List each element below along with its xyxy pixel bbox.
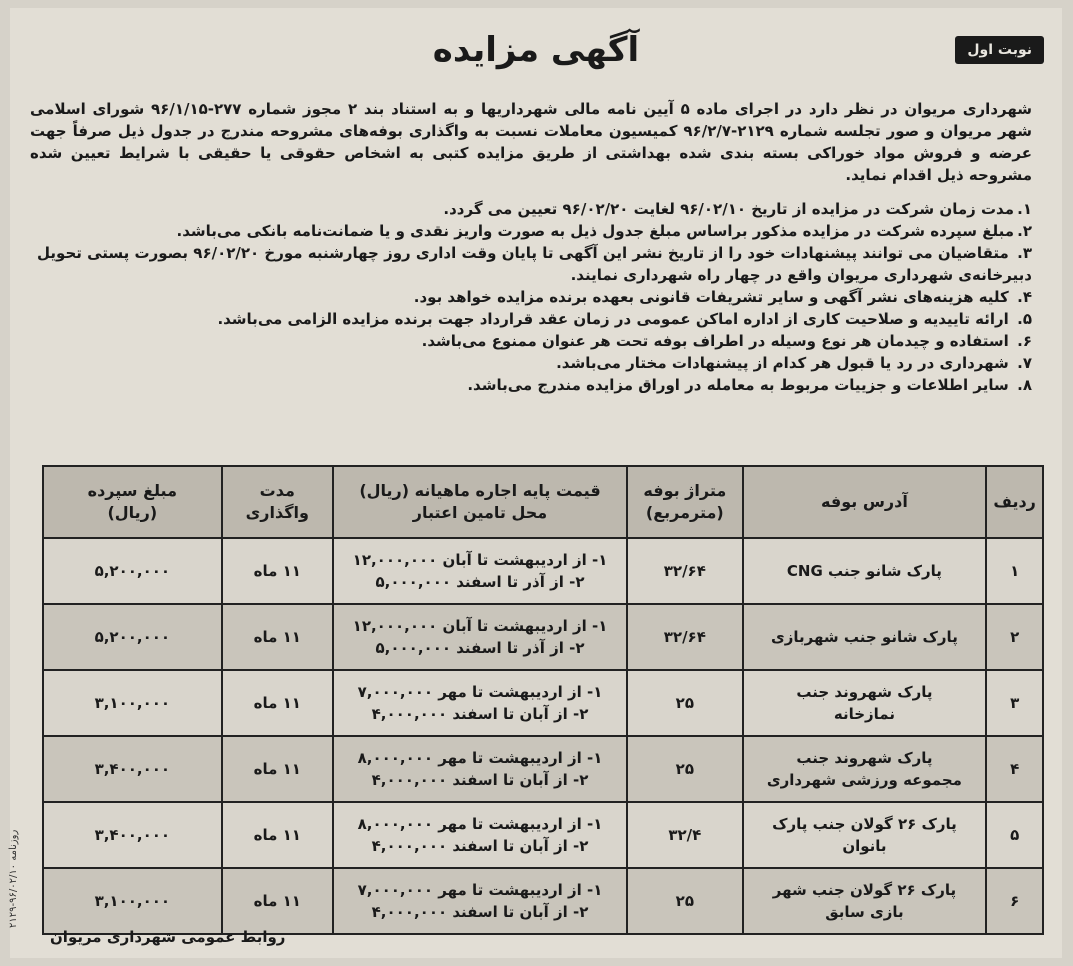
header-price [333,466,627,538]
cell-duration: ۱۱ ماه [222,868,333,934]
cell-row-number: ۲ [986,604,1043,670]
term-item [30,198,1032,220]
price-line1: ۱- از اردیبهشت تا مهر ۷,۰۰۰,۰۰۰ [357,683,603,701]
term-text: کلیه هزینه‌های نشر آگهی و سایر تشریفات قانونی بعهده برنده مزایده خواهد بود. [413,288,1014,306]
term-text: مذکور براساس مبلغ جدول ذیل به صورت واریز نقدی و یا ضمانت‌نامه بانکی می‌باشد. [176,222,803,240]
term-number: ۱. [1017,200,1032,218]
term-number: ۳. [1017,244,1032,262]
term-item [30,242,1032,286]
cell-duration: ۱۱ ماه [222,604,333,670]
header-duration-line2: واگذاری [245,503,309,522]
term-text: استفاده و چیدمان هر نوع وسیله در اطراف بوفه تحت هر عنوان ممنوع می‌باشد. [421,332,1014,350]
cell-area: ۳۲/۴ [627,802,743,868]
cell-area: ۲۵ [627,670,743,736]
cell-price [333,538,627,604]
table-row [43,802,1043,868]
cell-duration: ۱۱ ماه [222,736,333,802]
header-area [627,466,743,538]
table-row [43,736,1043,802]
price-line1: ۱- از اردیبهشت تا مهر ۷,۰۰۰,۰۰۰ [357,881,603,899]
header-price-line1: قیمت پایه اجاره ماهیانه (ریال) [359,481,601,500]
notice-page [10,8,1062,958]
price-line2: ۲- از آبان تا اسفند ۴,۰۰۰,۰۰۰ [371,837,589,855]
address-line2: بازی سابق [825,903,904,921]
cell-area: ۲۵ [627,868,743,934]
issue-badge: نوبت اول [955,36,1044,64]
term-number: ۷. [1017,354,1032,372]
term-number: ۶. [1017,332,1032,350]
cell-duration: ۱۱ ماه [222,670,333,736]
header-row-number: ردیف [986,466,1043,538]
header-area-line2: (مترمربع) [645,503,724,522]
term-number: ۴. [1017,288,1032,306]
table-row [43,670,1043,736]
table-row [43,604,1043,670]
cell-duration: ۱۱ ماه [222,538,333,604]
cell-area: ۳۲/۶۴ [627,538,743,604]
address-line1: پارک شهروند جنب [796,683,933,701]
term-heading: مدت زمان شرکت در مزایده [811,200,1014,218]
intro-paragraph [30,98,1032,186]
table-header-row [43,466,1043,538]
address-line1: پارک ۲۶ گولان جنب شهر [772,881,957,899]
cell-deposit: ۵,۲۰۰,۰۰۰ [43,538,222,604]
cell-price [333,736,627,802]
cell-row-number: ۱ [986,538,1043,604]
cell-price [333,670,627,736]
price-line2: ۲- از آبان تا اسفند ۴,۰۰۰,۰۰۰ [371,903,589,921]
price-line1: ۱- از اردیبهشت تا آبان ۱۲,۰۰۰,۰۰۰ [352,617,608,635]
header-duration [222,466,333,538]
term-text: متقاضیان می توانند پیشنهادات خود را از تاریخ نشر این آگهی تا پایان وقت اداری روز چهارشنبه مورخ ۹۶/۰۲/۲۰ بصورت پستی تحویل دبیرخانه‌ی شهرداری مریوان واقع در چهار راه شهرداری نمایند. [37,244,1032,284]
cell-deposit: ۳,۱۰۰,۰۰۰ [43,670,222,736]
address-line1: پارک شانو جنب شهربازی [771,628,958,646]
header-duration-line1: مدت [259,481,295,500]
cell-row-number: ۳ [986,670,1043,736]
cell-duration: ۱۱ ماه [222,802,333,868]
address-line1: پارک ۲۶ گولان جنب پارک [772,815,957,833]
table-row [43,538,1043,604]
term-text: سایر اطلاعات و جزییات مربوط به معامله در اوراق مزایده مندرج می‌باشد. [467,376,1014,394]
address-line2: مجموعه ورزشی شهرداری [766,771,962,789]
address-line1: پارک شهروند جنب [796,749,933,767]
term-item [30,308,1032,330]
term-item [30,330,1032,352]
cell-deposit: ۳,۱۰۰,۰۰۰ [43,868,222,934]
term-text: شهرداری در رد یا قبول هر کدام از پیشنهادات مختار می‌باشد. [556,354,1014,372]
header-deposit-line2: (ریال) [107,503,158,522]
term-heading: مبلغ سپرده شرکت در مزایده [802,222,1014,240]
header-address: آدرس بوفه [743,466,987,538]
cell-price [333,802,627,868]
price-line2: ۲- از آبان تا اسفند ۴,۰۰۰,۰۰۰ [371,705,589,723]
cell-price [333,604,627,670]
cell-deposit: ۳,۴۰۰,۰۰۰ [43,736,222,802]
address-line2: نمازخانه [833,705,895,723]
price-line1: ۱- از اردیبهشت تا مهر ۸,۰۰۰,۰۰۰ [357,815,603,833]
footer-signature: روابط عمومی شهرداری مریوان [50,928,286,946]
header-deposit-line1: مبلغ سپرده [87,481,177,500]
table-row [43,868,1043,934]
side-note: روزنامه ۹۶/۰۲/۱۰-۲۱۲۹ [8,829,19,928]
term-number: ۸. [1017,376,1032,394]
cell-address [743,670,987,736]
term-number: ۵. [1017,310,1032,328]
terms-list [30,198,1032,396]
cell-deposit: ۵,۲۰۰,۰۰۰ [43,604,222,670]
term-text: ارائه تاییدیه و صلاحیت کاری از اداره اماکن عمومی در زمان عقد قرارداد جهت برنده مزایده الزامی می‌باشد. [217,310,1014,328]
term-item [30,352,1032,374]
header-deposit [43,466,222,538]
cell-address [743,868,987,934]
price-line1: ۱- از اردیبهشت تا مهر ۸,۰۰۰,۰۰۰ [357,749,603,767]
cell-address [743,604,987,670]
address-line2: بانوان [842,837,887,855]
cell-address [743,538,987,604]
price-line2: ۲- از آبان تا اسفند ۴,۰۰۰,۰۰۰ [371,771,589,789]
cell-address [743,736,987,802]
address-line1: پارک شانو جنب CNG [786,562,942,580]
cell-deposit: ۳,۴۰۰,۰۰۰ [43,802,222,868]
price-line2: ۲- از آذر تا اسفند ۵,۰۰۰,۰۰۰ [375,639,585,657]
term-item [30,374,1032,396]
cell-price [333,868,627,934]
cell-row-number: ۶ [986,868,1043,934]
header-price-line2: محل تامین اعتبار [412,503,548,522]
term-number: ۲. [1017,222,1032,240]
cell-address [743,802,987,868]
cell-area: ۲۵ [627,736,743,802]
price-line2: ۲- از آذر تا اسفند ۵,۰۰۰,۰۰۰ [375,573,585,591]
price-line1: ۱- از اردیبهشت تا آبان ۱۲,۰۰۰,۰۰۰ [352,551,608,569]
term-text: از تاریخ ۹۶/۰۲/۱۰ لغایت ۹۶/۰۲/۲۰ تعیین می گردد. [443,200,812,218]
cell-area: ۳۲/۶۴ [627,604,743,670]
cell-row-number: ۴ [986,736,1043,802]
cell-row-number: ۵ [986,802,1043,868]
term-item [30,286,1032,308]
intro-text: در نظر دارد در اجرای ماده ۵ آیین نامه مالی شهرداریها و به استناد بند ۲ مجوز شماره ۲۷۷-۹۶/۱/۱۵ شورای اسلامی شهر مریوان و صور تجلسه شماره ۲۱۲۹-۹۶/۲/۷ کمیسیون معاملات نسبت به واگذاری بوفه‌های مشروحه مندرج در جدول ذیل صرفاً جهت عرضه و فروش مواد خوراکی بسته بندی شده بهداشتی از طریق مزایده کتبی به اشخاص حقوقی یا حقیقی با شرایط تعیین شده مشروحه ذیل اقدام نماید. [30,100,1032,184]
intro-lead: شهرداری مریوان [904,100,1033,118]
header-area-line1: متراژ بوفه [643,481,727,500]
notice-title: آگهی مزایده [432,30,640,70]
term-item [30,220,1032,242]
kiosk-table [42,465,1044,935]
